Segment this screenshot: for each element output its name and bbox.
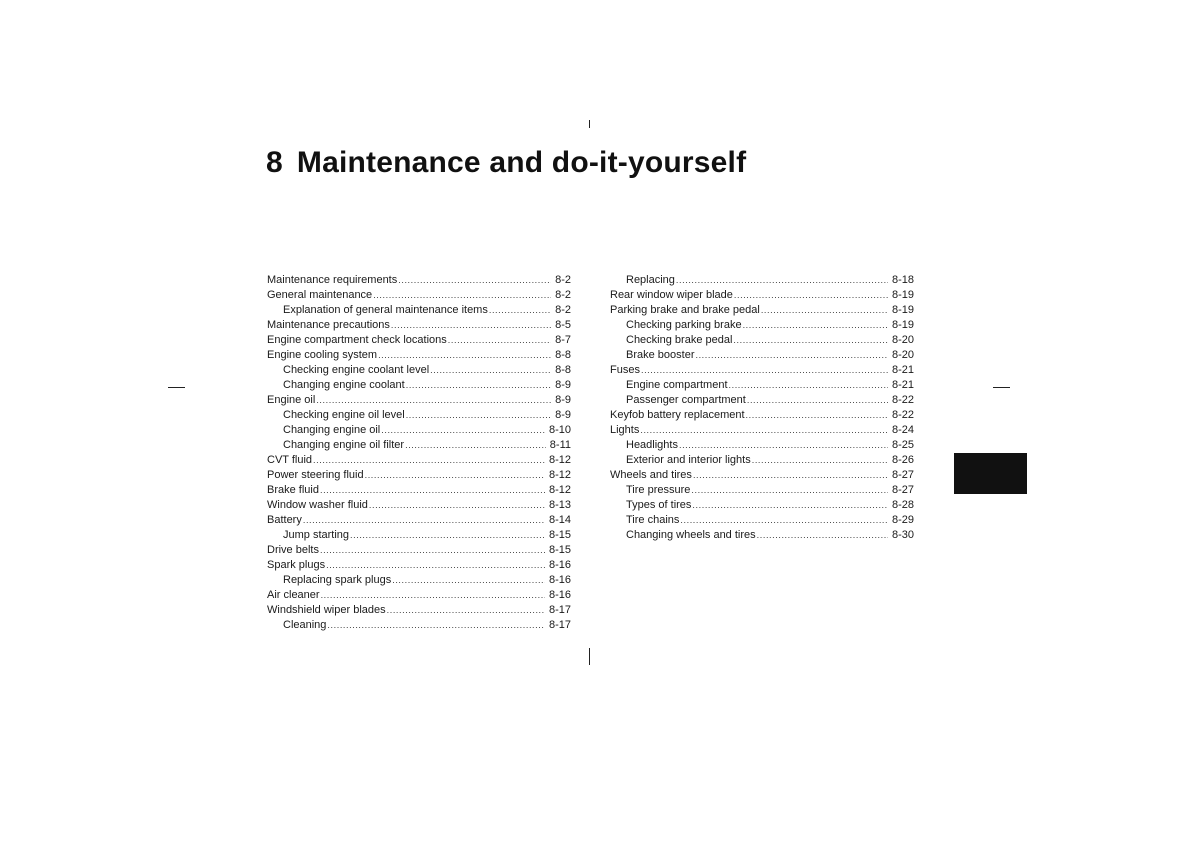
toc-leader-dots [321,588,545,603]
toc-entry-page: 8-16 [548,589,571,601]
toc-entry-page: 8-19 [891,319,914,331]
toc-entry-title: Checking brake pedal [626,334,733,346]
toc-entry-page: 8-5 [555,319,571,331]
toc-entry-title: Changing engine oil filter [283,439,405,451]
toc-entry[interactable] [267,423,571,438]
toc-entry-page: 8-20 [891,334,914,346]
toc-leader-dots [327,618,545,633]
toc-entry-page: 8-15 [548,529,571,541]
toc-entry-title: Spark plugs [267,559,326,571]
toc-entry[interactable] [610,528,914,543]
toc-entry[interactable] [610,378,914,393]
chapter-title-text: Maintenance and do-it-yourself [296,146,747,179]
toc-leader-dots [746,408,888,423]
toc-entry[interactable] [267,288,571,303]
toc-leader-dots [691,483,888,498]
toc-entry-title: Replacing [626,274,675,286]
toc-entry-page: 8-22 [891,394,914,406]
toc-entry-title: Replacing spark plugs [283,574,392,586]
toc-entry[interactable] [610,348,914,363]
toc-entry-page: 8-9 [555,394,571,406]
toc-entry-page: 8-19 [891,289,914,301]
crop-mark-right [993,387,1010,388]
toc-entry-title: CVT fluid [267,454,313,466]
toc-entry[interactable] [610,453,914,468]
toc-entry[interactable] [610,333,914,348]
toc-entry-title: Parking brake and brake pedal [610,304,760,316]
toc-entry[interactable] [267,588,571,603]
toc-leader-dots [729,378,888,393]
toc-entry[interactable] [610,513,914,528]
toc-entry-page: 8-7 [555,334,571,346]
toc-entry[interactable] [267,603,571,618]
toc-entry-page: 8-16 [548,559,571,571]
toc-entry-page: 8-2 [555,274,571,286]
crop-mark-bottom [589,648,590,665]
toc-entry-title: Rear window wiper blade [610,289,733,301]
toc-entry[interactable] [267,483,571,498]
toc-entry-page: 8-9 [555,409,571,421]
toc-entry-title: Wheels and tires [610,469,692,481]
toc-entry-page: 8-19 [891,304,914,316]
toc-entry-page: 8-24 [891,424,914,436]
toc-entry-title: Air cleaner [267,589,320,601]
toc-leader-dots [747,393,888,408]
toc-leader-dots [761,303,888,318]
toc-leader-dots [398,273,551,288]
toc-entry-page: 8-17 [548,604,571,616]
toc-entry-page: 8-21 [891,364,914,376]
toc-leader-dots [489,303,551,318]
toc-leader-dots [313,453,545,468]
toc-leader-dots [640,423,888,438]
toc-leader-dots [369,498,545,513]
toc-entry-page: 8-27 [891,469,914,481]
toc-leader-dots [381,423,545,438]
toc-leader-dots [676,273,888,288]
toc-entry-title: Cleaning [283,619,327,631]
toc-entry-title: Maintenance precautions [267,319,390,331]
toc-entry[interactable] [267,318,571,333]
toc-entry-page: 8-27 [891,484,914,496]
toc-entry[interactable] [267,303,571,318]
toc-entry-page: 8-22 [891,409,914,421]
crop-mark-top [589,120,590,128]
toc-entry[interactable] [267,453,571,468]
toc-entry-title: Tire chains [626,514,680,526]
toc-entry-page: 8-2 [555,289,571,301]
toc-entry[interactable] [267,573,571,588]
toc-entry[interactable] [267,513,571,528]
toc-entry-title: Checking engine coolant level [283,364,430,376]
toc-entry-page: 8-2 [555,304,571,316]
toc-leader-dots [752,453,888,468]
toc-entry-page: 8-21 [891,379,914,391]
toc-entry[interactable] [267,468,571,483]
toc-entry-title: Changing wheels and tires [626,529,756,541]
toc-leader-dots [430,363,551,378]
toc-entry-title: Engine oil [267,394,316,406]
toc-leader-dots [387,603,545,618]
toc-entry-title: Changing engine coolant [283,379,405,391]
toc-entry-page: 8-26 [891,454,914,466]
toc-entry-page: 8-13 [548,499,571,511]
toc-entry-page: 8-17 [548,619,571,631]
toc-entry-title: Checking engine oil level [283,409,405,421]
toc-leader-dots [391,318,551,333]
toc-entry-title: Types of tires [626,499,692,511]
toc-column-left [267,273,571,633]
toc-entry[interactable] [267,408,571,423]
toc-entry[interactable] [267,378,571,393]
chapter-title [266,146,746,180]
toc-leader-dots [378,348,551,363]
chapter-thumb-tab [954,453,1027,494]
toc-entry-title: Engine cooling system [267,349,378,361]
toc-leader-dots [406,408,551,423]
toc-entry-page: 8-8 [555,349,571,361]
toc-entry-title: Lights [610,424,640,436]
crop-mark-left [168,387,185,388]
toc-entry-page: 8-18 [891,274,914,286]
toc-entry-title: Engine compartment [626,379,728,391]
toc-leader-dots [679,438,888,453]
toc-entry-title: Engine compartment check locations [267,334,447,346]
toc-entry[interactable] [610,423,914,438]
toc-entry-title: Battery [267,514,302,526]
toc-leader-dots [680,513,888,528]
toc-entry-page: 8-12 [548,469,571,481]
toc-leader-dots [757,528,888,543]
toc-entry-page: 8-28 [891,499,914,511]
toc-entry-title: Power steering fluid [267,469,364,481]
toc-entry-title: Explanation of general maintenance items [283,304,488,316]
toc-column-right [610,273,914,543]
toc-entry[interactable] [267,393,571,408]
toc-leader-dots [743,318,888,333]
toc-leader-dots [316,393,551,408]
toc-entry-page: 8-12 [548,454,571,466]
toc-leader-dots [320,483,545,498]
toc-entry-page: 8-14 [548,514,571,526]
toc-entry-title: Checking parking brake [626,319,742,331]
toc-entry-page: 8-16 [548,574,571,586]
toc-leader-dots [695,348,887,363]
toc-entry[interactable] [267,543,571,558]
toc-entry-title: General maintenance [267,289,373,301]
toc-entry[interactable] [610,288,914,303]
toc-entry[interactable] [610,468,914,483]
toc-entry[interactable] [610,363,914,378]
toc-entry-title: Brake booster [626,349,695,361]
toc-leader-dots [392,573,545,588]
toc-entry-title: Changing engine oil [283,424,381,436]
toc-leader-dots [733,333,888,348]
toc-entry-title: Drive belts [267,544,319,556]
toc-leader-dots [405,438,546,453]
toc-leader-dots [373,288,551,303]
toc-entry-page: 8-15 [548,544,571,556]
toc-entry[interactable] [267,348,571,363]
toc-entry-page: 8-20 [891,349,914,361]
toc-leader-dots [350,528,545,543]
toc-leader-dots [365,468,545,483]
toc-entry[interactable] [267,558,571,573]
toc-entry-title: Windshield wiper blades [267,604,386,616]
toc-leader-dots [326,558,545,573]
toc-entry[interactable] [267,618,571,633]
toc-entry-title: Headlights [626,439,678,451]
toc-leader-dots [320,543,545,558]
toc-leader-dots [641,363,888,378]
toc-entry[interactable] [267,528,571,543]
toc-entry-page: 8-11 [549,439,571,451]
toc-entry[interactable] [610,273,914,288]
toc-entry[interactable] [610,438,914,453]
toc-entry-title: Tire pressure [626,484,691,496]
toc-entry[interactable] [267,273,571,288]
toc-entry[interactable] [610,393,914,408]
toc-entry-title: Fuses [610,364,640,376]
toc-leader-dots [448,333,551,348]
toc-entry-page: 8-12 [548,484,571,496]
toc-entry[interactable] [267,498,571,513]
toc-leader-dots [693,468,888,483]
toc-entry[interactable] [267,438,571,453]
toc-entry-page: 8-29 [891,514,914,526]
toc-entry-page: 8-10 [548,424,571,436]
toc-entry[interactable] [610,498,914,513]
toc-entry[interactable] [610,408,914,423]
toc-entry[interactable] [610,303,914,318]
toc-entry[interactable] [267,333,571,348]
toc-entry-title: Brake fluid [267,484,319,496]
toc-leader-dots [406,378,551,393]
toc-entry-title: Passenger compartment [626,394,746,406]
toc-entry-page: 8-8 [555,364,571,376]
toc-entry-page: 8-30 [891,529,914,541]
toc-entry-title: Window washer fluid [267,499,368,511]
toc-entry[interactable] [610,483,914,498]
toc-entry-title: Keyfob battery replacement [610,409,745,421]
chapter-number: 8 [266,146,283,179]
toc-entry-title: Maintenance requirements [267,274,398,286]
toc-entry-page: 8-9 [555,379,571,391]
toc-leader-dots [692,498,888,513]
toc-entry-title: Exterior and interior lights [626,454,751,466]
toc-entry-title: Jump starting [283,529,350,541]
toc-leader-dots [303,513,545,528]
toc-leader-dots [734,288,888,303]
toc-entry[interactable] [267,363,571,378]
toc-entry-page: 8-25 [891,439,914,451]
toc-entry[interactable] [610,318,914,333]
